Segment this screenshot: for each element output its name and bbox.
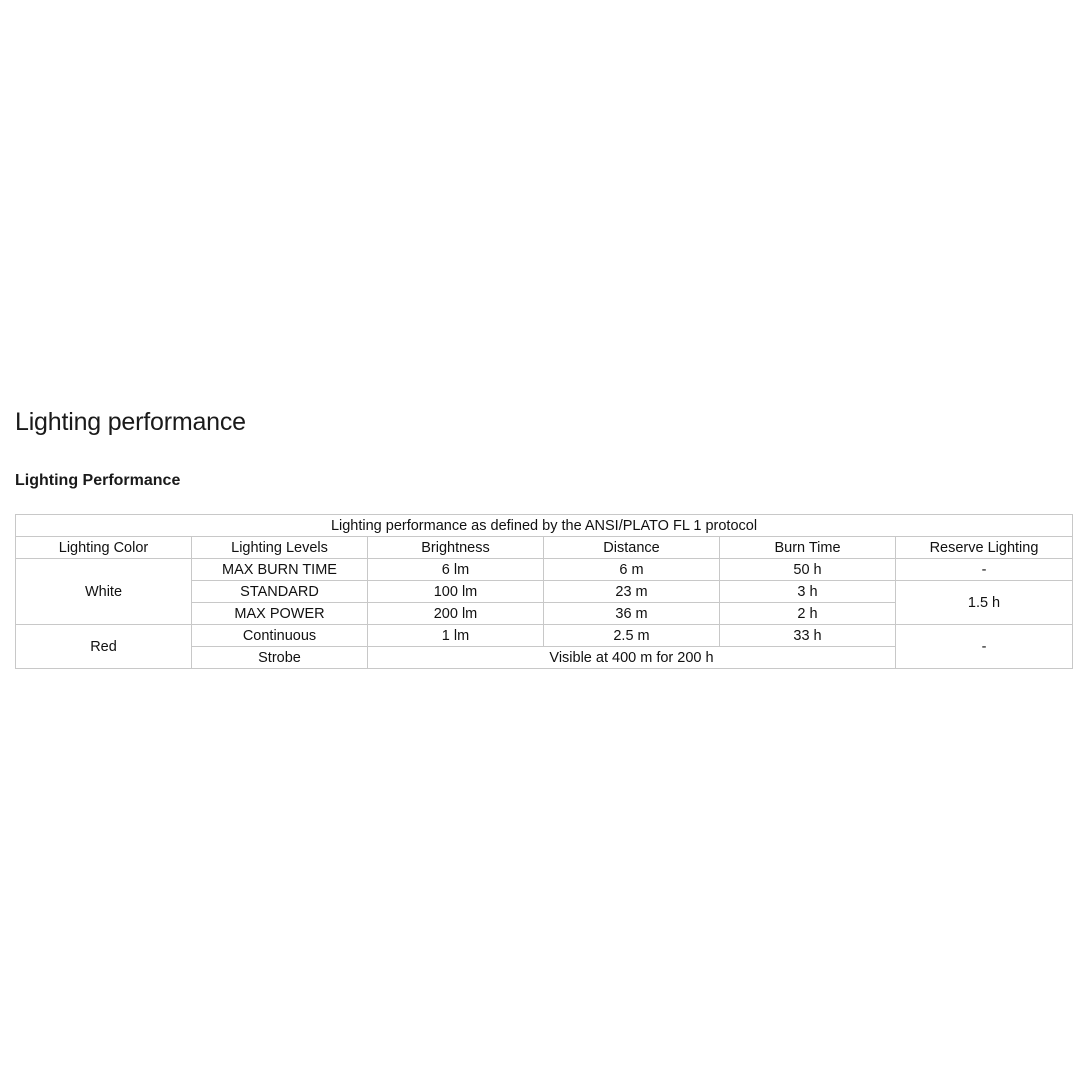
- burn-time-cell: 2 h: [720, 603, 896, 625]
- burn-time-cell: 50 h: [720, 559, 896, 581]
- table-caption: Lighting performance as defined by the ANSI/PLATO FL 1 protocol: [16, 515, 1073, 537]
- distance-cell: 6 m: [544, 559, 720, 581]
- header-burn-time: Burn Time: [720, 537, 896, 559]
- table-caption-row: [16, 515, 1073, 537]
- header-lighting-levels: Lighting Levels: [192, 537, 368, 559]
- burn-time-cell: 3 h: [720, 581, 896, 603]
- header-lighting-color: Lighting Color: [16, 537, 192, 559]
- lighting-performance-table: [15, 514, 1073, 669]
- brightness-cell: 200 lm: [368, 603, 544, 625]
- table-row: [16, 559, 1073, 581]
- burn-time-cell: 33 h: [720, 625, 896, 647]
- strobe-visibility-cell: Visible at 400 m for 200 h: [368, 647, 896, 669]
- brightness-cell: 1 lm: [368, 625, 544, 647]
- page-title: Lighting performance: [15, 408, 246, 436]
- header-reserve-lighting: Reserve Lighting: [896, 537, 1073, 559]
- section-title: Lighting Performance: [15, 472, 181, 489]
- header-brightness: Brightness: [368, 537, 544, 559]
- table-row: [16, 625, 1073, 647]
- level-cell: STANDARD: [192, 581, 368, 603]
- level-cell: MAX BURN TIME: [192, 559, 368, 581]
- brightness-cell: 6 lm: [368, 559, 544, 581]
- level-cell: Strobe: [192, 647, 368, 669]
- color-cell-red: Red: [16, 625, 192, 669]
- level-cell: Continuous: [192, 625, 368, 647]
- level-cell: MAX POWER: [192, 603, 368, 625]
- distance-cell: 2.5 m: [544, 625, 720, 647]
- reserve-cell: -: [896, 559, 1073, 581]
- reserve-cell: 1.5 h: [896, 581, 1073, 625]
- header-distance: Distance: [544, 537, 720, 559]
- table-header-row: [16, 537, 1073, 559]
- color-cell-white: White: [16, 559, 192, 625]
- reserve-cell: -: [896, 625, 1073, 669]
- distance-cell: 36 m: [544, 603, 720, 625]
- distance-cell: 23 m: [544, 581, 720, 603]
- brightness-cell: 100 lm: [368, 581, 544, 603]
